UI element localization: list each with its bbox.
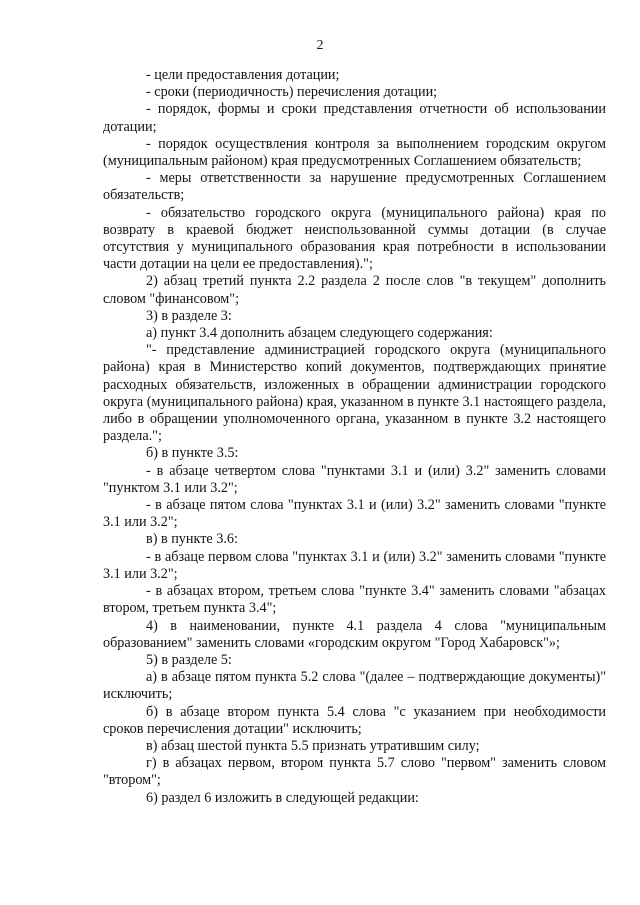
paragraph: б) в абзаце втором пункта 5.4 слова "с указанием при необходимости сроков перечисления дотации" исключить;: [103, 703, 606, 737]
paragraph: - в абзаце четвертом слова "пунктами 3.1 и (или) 3.2" заменить словами "пунктом 3.1 или 3.2";: [103, 462, 606, 496]
paragraph: в) в пункте 3.6:: [146, 531, 238, 548]
paragraph: 3) в разделе 3:: [146, 307, 232, 324]
paragraph: в) абзац шестой пункта 5.5 признать утратившим силу;: [146, 737, 480, 754]
paragraph: "- представление администрацией городского округа (муниципального района) края в Министерство копий документов, подтверждающих принятие расходных обязательств, изложенных в обращении администрации городского округа (муниципального района) края, указанном в пункте 3.1 настоящего раздела, либо в обращении уполномоченного органа, указанном в пункте 3.2 настоящего раздела.";: [103, 342, 606, 445]
paragraph: - порядок, формы и сроки представления отчетности об использовании дотации;: [103, 101, 606, 135]
paragraph: а) пункт 3.4 дополнить абзацем следующего содержания:: [146, 325, 493, 342]
paragraph: - в абзацах втором, третьем слова "пункте 3.4" заменить словами "абзацах втором, третьем пункта 3.4";: [103, 583, 606, 617]
page-number: 2: [316, 38, 324, 53]
paragraph: а) в абзаце пятом пункта 5.2 слова "(далее – подтверждающие документы)" исключить;: [103, 669, 606, 703]
paragraph: - меры ответственности за нарушение предусмотренных Соглашением обязательств;: [103, 170, 606, 204]
paragraph: 5) в разделе 5:: [146, 651, 232, 668]
document-body: [103, 67, 606, 807]
paragraph: 6) раздел 6 изложить в следующей редакции:: [146, 789, 419, 806]
paragraph: - сроки (периодичность) перечисления дотации;: [146, 84, 438, 101]
paragraph: б) в пункте 3.5:: [146, 445, 239, 462]
paragraph: - обязательство городского округа (муниципального района) края по возврату в краевой бюджет неиспользованной суммы дотации (в случае отсутствия у муниципального образования края потребности в использовании части дотации на цели ее предоставления).";: [103, 204, 606, 273]
paragraph: - цели предоставления дотации;: [146, 67, 340, 83]
paragraph: - в абзаце первом слова "пунктах 3.1 и (или) 3.2" заменить словами "пункте 3.1 или 3.2";: [103, 548, 606, 582]
paragraph: 4) в наименовании, пункте 4.1 раздела 4 слова "муниципальным образованием" заменить словами «городским округом "Город Хабаровск"»;: [103, 617, 606, 651]
paragraph: - в абзаце пятом слова "пунктах 3.1 и (или) 3.2" заменить словами "пункте 3.1 или 3.2";: [103, 497, 606, 531]
paragraph: г) в абзацах первом, втором пункта 5.7 слово "первом" заменить словом "втором";: [103, 755, 606, 789]
paragraph: - порядок осуществления контроля за выполнением городским округом (муниципальным районом) края предусмотренных Соглашением обязательств;: [103, 135, 606, 170]
paragraph: 2) абзац третий пункта 2.2 раздела 2 после слов "в текущем" дополнить словом "финансовом";: [103, 273, 606, 307]
